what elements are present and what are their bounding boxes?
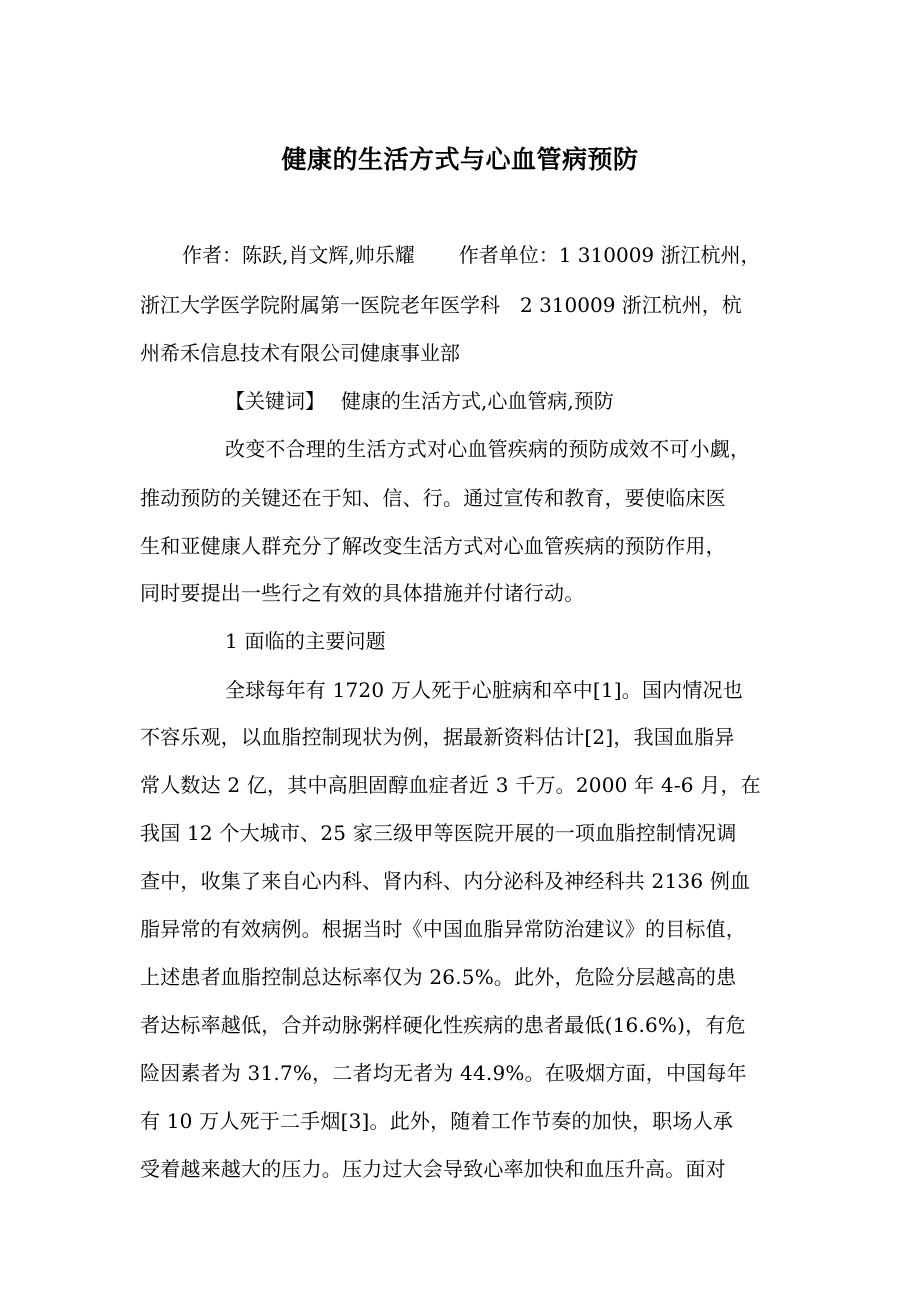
paragraph-2-line: 全球每年有 1720 万人死于心脏病和卒中[1]。国内情况也 bbox=[225, 678, 743, 702]
affiliation-line-1 bbox=[140, 290, 742, 320]
keywords-line bbox=[225, 386, 614, 416]
paragraph-1-line: 推动预防的关键还在于知、信、行。通过宣传和教育，要使临床医 bbox=[140, 486, 726, 510]
affiliation-1-text: 浙江大学医学院附属第一医院老年医学科 bbox=[140, 293, 500, 317]
paragraph-2-line: 查中，收集了来自心内科、肾内科、内分泌科及神经科共 2136 例血 bbox=[140, 869, 751, 893]
affiliation-2-start: 2 310009 浙江杭州，杭 bbox=[520, 293, 742, 317]
paragraph-2-line: 常人数达 2 亿，其中高胆固醇血症者近 3 千万。2000 年 4-6 月，在 bbox=[140, 773, 761, 797]
paragraph-2-line: 者达标率越低，合并动脉粥样硬化性疾病的患者最低(16.6%)，有危 bbox=[140, 1013, 746, 1037]
keywords-label: 【关键词】 bbox=[225, 389, 325, 413]
paragraph-2-line: 上述患者血脂控制总达标率仅为 26.5%。此外，危险分层越高的患 bbox=[140, 965, 737, 989]
paragraph-1-line: 同时要提出一些行之有效的具体措施并付诸行动。 bbox=[140, 581, 585, 605]
paragraph-1-line: 改变不合理的生活方式对心血管疾病的预防成效不可小觑， bbox=[225, 437, 751, 461]
paragraph-2-line: 不容乐观，以血脂控制现状为例，据最新资料估计[2]，我国血脂异 bbox=[140, 725, 735, 749]
author-line bbox=[182, 240, 761, 270]
document-title: 健康的生活方式与心血管病预防 bbox=[281, 145, 639, 174]
paragraph-2-line: 我国 12 个大城市、25 家三级甲等医院开展的一项血脂控制情况调 bbox=[140, 821, 737, 845]
paragraph-2-line: 受着越来越大的压力。压力过大会导致心率加快和血压升高。面对 bbox=[140, 1157, 726, 1181]
authors-label: 作者： bbox=[182, 243, 242, 267]
affiliation-line-2: 州希禾信息技术有限公司健康事业部 bbox=[140, 341, 460, 365]
authors-names: 陈跃,肖文辉,帅乐耀 bbox=[242, 243, 415, 267]
paragraph-1-line: 生和亚健康人群充分了解改变生活方式对心血管疾病的预防作用， bbox=[140, 534, 726, 558]
unit-label: 作者单位： bbox=[458, 243, 559, 267]
affiliation-1-start: 1 310009 浙江杭州， bbox=[558, 243, 761, 267]
section-heading: 1 面临的主要问题 bbox=[225, 629, 386, 653]
paragraph-2-line: 脂异常的有效病例。根据当时《中国血脂异常防治建议》的目标值， bbox=[140, 917, 746, 941]
paragraph-2-line: 险因素者为 31.7%，二者均无者为 44.9%。在吸烟方面，中国每年 bbox=[140, 1061, 747, 1085]
paragraph-2-line: 有 10 万人死于二手烟[3]。此外，随着工作节奏的加快，职场人承 bbox=[140, 1109, 734, 1133]
keywords-text: 健康的生活方式,心血管病,预防 bbox=[341, 389, 614, 413]
